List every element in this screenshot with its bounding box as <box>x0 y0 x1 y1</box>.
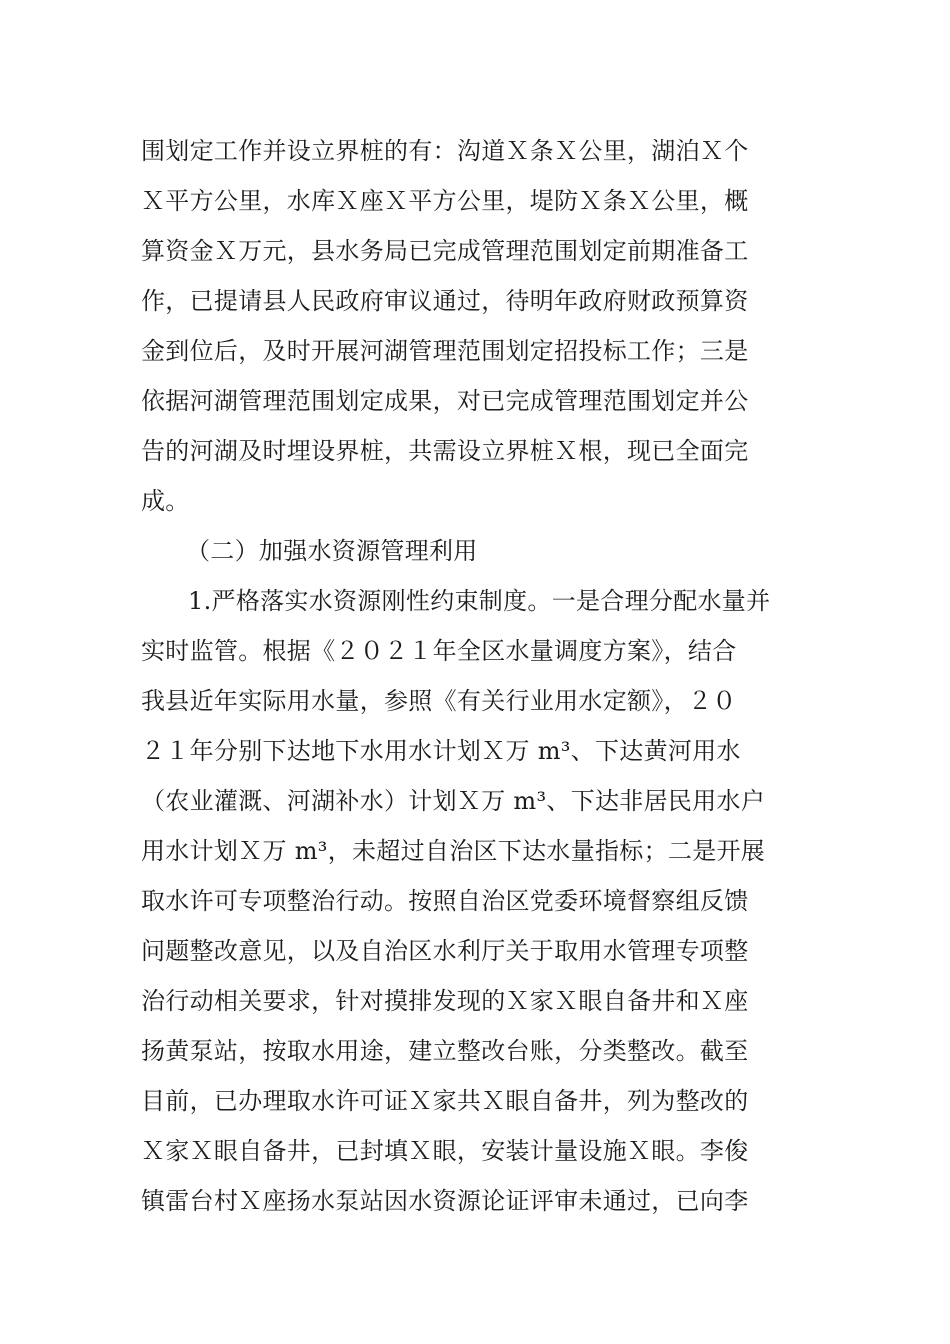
paragraph-line: Ｘ家Ｘ眼自备井，已封填Ｘ眼，安装计量设施Ｘ眼。李俊 <box>141 1137 749 1165</box>
paragraph-line: 扬黄泵站，按取水用途，建立整改台账，分类整改。截至 <box>141 1037 749 1065</box>
paragraph-line: 围划定工作并设立界桩的有：沟道Ｘ条Ｘ公里，湖泊Ｘ个 <box>141 137 749 165</box>
paragraph-line: 告的河湖及时埋设界桩，共需设立界桩Ｘ根，现已全面完 <box>141 437 749 465</box>
paragraph-line: 成。 <box>141 487 190 515</box>
paragraph-line: ２１年分别下达地下水用水计划Ｘ万 m³、下达黄河用水 <box>141 737 741 765</box>
paragraph-line: 目前，已办理取水许可证Ｘ家共Ｘ眼自备井，列为整改的 <box>141 1087 749 1115</box>
paragraph-line: 作，已提请县人民政府审议通过，待明年政府财政预算资 <box>141 287 749 315</box>
paragraph-line: 问题整改意见，以及自治区水利厅关于取用水管理专项整 <box>141 937 749 965</box>
paragraph-line: 金到位后，及时开展河湖管理范围划定招投标工作；三是 <box>141 337 749 365</box>
paragraph-line: 取水许可专项整治行动。按照自治区党委环境督察组反馈 <box>141 887 749 915</box>
paragraph-line: （农业灌溉、河湖补水）计划Ｘ万 m³、下达非居民用水户 <box>141 787 766 815</box>
paragraph-line: 治行动相关要求，针对摸排发现的Ｘ家Ｘ眼自备井和Ｘ座 <box>141 987 749 1015</box>
subsection-heading-line: 1.严格落实水资源刚性约束制度。一是合理分配水量并 <box>188 587 771 615</box>
paragraph-line: 依据河湖管理范围划定成果，对已完成管理范围划定并公 <box>141 387 749 415</box>
paragraph-line: 用水计划Ｘ万 m³，未超过自治区下达水量指标；二是开展 <box>141 837 766 865</box>
paragraph-line: Ｘ平方公里，水库Ｘ座Ｘ平方公里，堤防Ｘ条Ｘ公里，概 <box>141 187 749 215</box>
paragraph-line: 镇雷台村Ｘ座扬水泵站因水资源论证评审未通过，已向李 <box>141 1187 749 1215</box>
paragraph-line: 我县近年实际用水量，参照《有关行业用水定额》，２０ <box>141 687 737 715</box>
paragraph-line: 实时监管。根据《２０２１年全区水量调度方案》，结合 <box>141 637 737 665</box>
section-heading: （二）加强水资源管理利用 <box>186 537 478 565</box>
paragraph-line: 算资金Ｘ万元，县水务局已完成管理范围划定前期准备工 <box>141 237 749 265</box>
